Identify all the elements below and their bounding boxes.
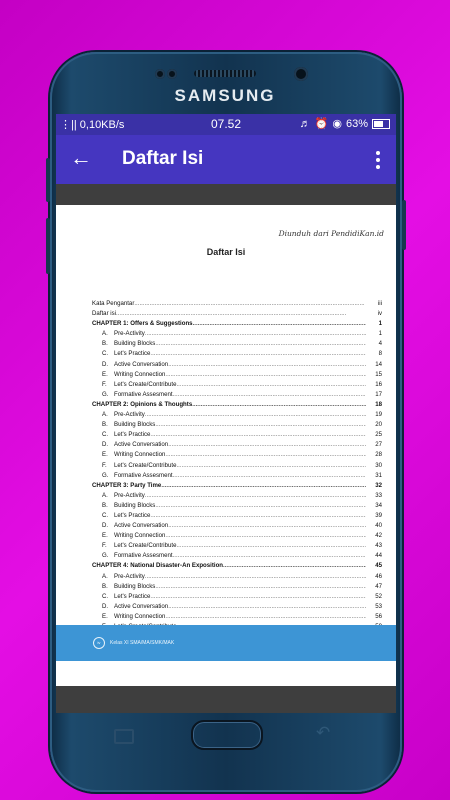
toc-text: Let's Practice bbox=[114, 350, 151, 358]
toc-text: Writing Connection bbox=[114, 451, 166, 459]
toc-letter: G. bbox=[102, 390, 109, 398]
toc-text: Writing Connection bbox=[114, 612, 166, 620]
toc-leader bbox=[193, 319, 366, 329]
toc-text: Building Blocks bbox=[114, 501, 156, 509]
toc-row bbox=[92, 450, 382, 460]
toc-letter: E. bbox=[102, 532, 108, 540]
toc-letter: F. bbox=[102, 461, 107, 469]
footer-text: Kelas XI SMA/MA/SMK/MAK bbox=[110, 640, 175, 646]
toc-text: CHAPTER 4: National Disaster-An Exposition bbox=[92, 562, 224, 570]
toc-text: Let's Create/Contribute bbox=[114, 380, 177, 388]
power-button bbox=[402, 200, 406, 250]
toc-row bbox=[92, 430, 382, 440]
toc-label bbox=[92, 521, 168, 531]
toc-row bbox=[92, 309, 382, 319]
toc-row bbox=[92, 612, 382, 622]
toc-text: Active Conversation bbox=[114, 522, 169, 530]
alarm-icon: ⏰ bbox=[314, 118, 329, 130]
mute-icon: ♬ bbox=[299, 117, 311, 130]
toc-row bbox=[92, 420, 382, 430]
toc-page: 46 bbox=[375, 572, 382, 580]
toc-label bbox=[92, 572, 145, 582]
toc-leader bbox=[176, 380, 366, 390]
toc-page: 30 bbox=[375, 461, 382, 469]
toc-text: Let's Practice bbox=[114, 592, 151, 600]
toc-page: 33 bbox=[375, 491, 382, 499]
arrow-left-icon[interactable]: ← bbox=[70, 145, 92, 170]
toc-leader bbox=[168, 440, 366, 450]
toc-leader bbox=[145, 491, 366, 501]
toc-letter: G. bbox=[102, 552, 109, 560]
toc-text: Kata Pengantar bbox=[92, 300, 135, 307]
toc-leader bbox=[155, 420, 366, 430]
toc-letter: C. bbox=[102, 431, 109, 439]
toc-row bbox=[92, 390, 382, 400]
speaker-grille bbox=[194, 70, 256, 77]
toc-letter: A. bbox=[102, 491, 108, 499]
toc-label bbox=[92, 541, 176, 551]
toc-label bbox=[92, 360, 168, 370]
toc-text: Building Blocks bbox=[114, 582, 156, 590]
toc-row bbox=[92, 299, 382, 309]
toc-label bbox=[92, 349, 150, 359]
toc-page: 42 bbox=[375, 532, 382, 540]
page-footer bbox=[56, 625, 396, 661]
toc-leader bbox=[165, 612, 366, 622]
toc-letter: B. bbox=[102, 421, 108, 429]
toc-letter: G. bbox=[102, 471, 109, 479]
toc-text: Let's Create/Contribute bbox=[114, 461, 177, 469]
toc-label bbox=[92, 390, 173, 400]
bixby-button bbox=[46, 218, 50, 274]
toc-label bbox=[92, 329, 145, 339]
toc-letter: F. bbox=[102, 542, 107, 550]
recent-apps-icon[interactable] bbox=[114, 729, 134, 744]
toc-label bbox=[92, 319, 193, 329]
toc-label bbox=[92, 481, 161, 491]
toc-row bbox=[92, 501, 382, 511]
toc-row bbox=[92, 329, 382, 339]
toc-page: 1 bbox=[378, 320, 382, 328]
toc-label bbox=[92, 339, 155, 349]
toc-label bbox=[92, 592, 150, 602]
toc-letter: B. bbox=[102, 340, 108, 348]
toc-text: Let's Create/Contribute bbox=[114, 542, 177, 550]
toc-letter: A. bbox=[102, 572, 108, 580]
toc-label bbox=[92, 511, 150, 521]
toc-page: 28 bbox=[375, 451, 382, 459]
toc-row bbox=[92, 360, 382, 370]
toc-page: 32 bbox=[375, 481, 382, 489]
document-viewer[interactable] bbox=[56, 184, 396, 713]
toc-page: iv bbox=[377, 310, 382, 318]
toc-label bbox=[92, 531, 165, 541]
toc-leader bbox=[176, 541, 366, 551]
toc-text: Formative Assesment bbox=[114, 390, 173, 398]
toc-label bbox=[92, 380, 176, 390]
toc-leader bbox=[155, 501, 366, 511]
front-camera bbox=[294, 67, 308, 81]
toc-row bbox=[92, 319, 382, 329]
toc-label bbox=[92, 420, 155, 430]
toc-row bbox=[92, 531, 382, 541]
toc-text: Pre-Activity bbox=[114, 330, 145, 338]
toc-leader bbox=[161, 481, 366, 491]
toc-text: Building Blocks bbox=[114, 421, 156, 429]
eye-icon: ◉ bbox=[332, 118, 342, 130]
toc-text: CHAPTER 2: Opinions & Thoughts bbox=[92, 400, 193, 408]
toc-leader bbox=[150, 349, 366, 359]
toc-letter: A. bbox=[102, 411, 108, 419]
toc-row bbox=[92, 541, 382, 551]
toc-label bbox=[92, 582, 155, 592]
toc-label bbox=[92, 410, 145, 420]
toc-label bbox=[92, 461, 176, 471]
page-title: Daftar Isi bbox=[122, 148, 204, 169]
status-bar bbox=[56, 114, 396, 135]
toc-text: Writing Connection bbox=[114, 370, 166, 378]
toc-row bbox=[92, 511, 382, 521]
toc-page: 16 bbox=[375, 380, 382, 388]
toc-text: CHAPTER 1: Offers & Suggestions bbox=[92, 320, 193, 328]
toc-row bbox=[92, 400, 382, 410]
toc-letter: C. bbox=[102, 511, 109, 519]
toc-letter: C. bbox=[102, 350, 109, 358]
status-right bbox=[300, 117, 390, 130]
toc-text: Building Blocks bbox=[114, 340, 156, 348]
watermark-text: Diunduh dari PendidiKan.id bbox=[278, 229, 384, 238]
toc-row bbox=[92, 592, 382, 602]
toc-text: Formative Assesment bbox=[114, 471, 173, 479]
toc-page: iii bbox=[377, 300, 382, 307]
toc-label bbox=[92, 450, 165, 460]
toc-page: 14 bbox=[375, 360, 382, 368]
toc-row bbox=[92, 410, 382, 420]
battery-icon bbox=[372, 119, 390, 129]
toc-page: 18 bbox=[375, 400, 382, 408]
toc-row bbox=[92, 551, 382, 561]
toc-label bbox=[92, 491, 145, 501]
toc-letter: E. bbox=[102, 451, 108, 459]
network-speed: ⋮|| 0,10KB/s bbox=[60, 119, 125, 131]
toc-label bbox=[92, 400, 192, 410]
toc-page: 47 bbox=[375, 582, 382, 590]
toc-label bbox=[92, 440, 168, 450]
toc-page: 15 bbox=[375, 370, 382, 378]
toc-letter: B. bbox=[102, 501, 108, 509]
toc-leader bbox=[173, 390, 366, 400]
toc-page: 17 bbox=[375, 390, 382, 398]
toc-leader bbox=[150, 592, 366, 602]
toc-row bbox=[92, 440, 382, 450]
toc-label bbox=[92, 370, 165, 380]
toc-row bbox=[92, 349, 382, 359]
toc-leader bbox=[173, 551, 366, 561]
toc-row bbox=[92, 572, 382, 582]
status-time: 07.52 bbox=[210, 117, 242, 131]
table-of-contents bbox=[92, 299, 382, 642]
toc-leader bbox=[134, 299, 366, 309]
toc-label bbox=[92, 299, 134, 309]
toc-letter: C. bbox=[102, 592, 109, 600]
toc-page: 4 bbox=[378, 340, 382, 348]
home-button[interactable] bbox=[191, 720, 263, 750]
toc-page: 52 bbox=[375, 592, 382, 600]
toc-leader bbox=[155, 582, 366, 592]
toc-page: 8 bbox=[378, 350, 382, 358]
toc-leader bbox=[192, 400, 366, 410]
toc-label bbox=[92, 551, 173, 561]
toc-label bbox=[92, 612, 165, 622]
toc-label bbox=[92, 430, 150, 440]
toc-row bbox=[92, 521, 382, 531]
toc-row bbox=[92, 582, 382, 592]
toc-text: Daftar isi bbox=[92, 310, 117, 318]
toc-text: Let's Practice bbox=[114, 431, 151, 439]
toc-text: Active Conversation bbox=[114, 360, 169, 368]
toc-label bbox=[92, 309, 116, 319]
toc-page: 40 bbox=[375, 522, 382, 530]
back-key-icon[interactable]: ↶ bbox=[316, 723, 331, 742]
toc-leader bbox=[145, 410, 366, 420]
toc-leader bbox=[168, 360, 366, 370]
toc-letter: D. bbox=[102, 360, 109, 368]
toc-text: Pre-Activity bbox=[114, 491, 145, 499]
document-title: Daftar Isi bbox=[206, 247, 246, 257]
toc-leader bbox=[150, 511, 366, 521]
toc-row bbox=[92, 491, 382, 501]
toc-row bbox=[92, 481, 382, 491]
front-sensor-2 bbox=[167, 69, 177, 79]
toc-letter: B. bbox=[102, 582, 108, 590]
toc-leader bbox=[165, 450, 366, 460]
toc-leader bbox=[168, 521, 366, 531]
toc-row bbox=[92, 370, 382, 380]
toc-leader bbox=[165, 370, 366, 380]
volume-button bbox=[46, 158, 50, 202]
toc-text: Writing Connection bbox=[114, 532, 166, 540]
toc-page: 56 bbox=[375, 612, 382, 620]
toc-row bbox=[92, 471, 382, 481]
toc-page: 1 bbox=[378, 330, 382, 338]
toc-leader bbox=[145, 329, 366, 339]
toc-text: Formative Assesment bbox=[114, 552, 173, 560]
app-bar bbox=[56, 135, 396, 184]
toc-leader bbox=[173, 471, 366, 481]
toc-row bbox=[92, 561, 382, 571]
toc-page: 20 bbox=[375, 421, 382, 429]
brand-logo: SAMSUNG bbox=[174, 86, 276, 105]
toc-leader bbox=[168, 602, 366, 612]
toc-page: 19 bbox=[375, 411, 382, 419]
toc-letter: E. bbox=[102, 370, 108, 378]
toc-letter: D. bbox=[102, 522, 109, 530]
toc-text: CHAPTER 3: Party Time bbox=[92, 481, 162, 489]
toc-page: 27 bbox=[375, 441, 382, 449]
toc-leader bbox=[150, 430, 366, 440]
toc-text: Pre-Activity bbox=[114, 411, 145, 419]
toc-page: 45 bbox=[375, 562, 382, 570]
battery-percent: 63% bbox=[345, 117, 368, 130]
toc-letter: D. bbox=[102, 602, 109, 610]
toc-leader bbox=[165, 531, 366, 541]
toc-leader bbox=[145, 572, 366, 582]
toc-leader bbox=[116, 309, 366, 319]
document-page bbox=[56, 205, 396, 686]
toc-label bbox=[92, 602, 168, 612]
toc-leader bbox=[223, 561, 366, 571]
front-sensor bbox=[155, 69, 165, 79]
toc-letter: F. bbox=[102, 380, 107, 388]
toc-text: Pre-Activity bbox=[114, 572, 145, 580]
toc-page: 39 bbox=[375, 511, 382, 519]
toc-label bbox=[92, 561, 223, 571]
toc-label bbox=[92, 501, 155, 511]
toc-letter: D. bbox=[102, 441, 109, 449]
more-vert-icon[interactable] bbox=[376, 151, 380, 172]
toc-text: Active Conversation bbox=[114, 441, 169, 449]
toc-page: 43 bbox=[375, 542, 382, 550]
toc-page: 25 bbox=[375, 431, 382, 439]
toc-page: 53 bbox=[375, 602, 382, 610]
toc-row bbox=[92, 339, 382, 349]
toc-page: 44 bbox=[375, 552, 382, 560]
toc-page: 34 bbox=[375, 501, 382, 509]
screen bbox=[56, 114, 396, 713]
toc-label bbox=[92, 471, 173, 481]
toc-leader bbox=[155, 339, 366, 349]
toc-letter: A. bbox=[102, 330, 108, 338]
toc-row bbox=[92, 602, 382, 612]
toc-row bbox=[92, 461, 382, 471]
page-number-badge: iv bbox=[93, 637, 105, 649]
toc-text: Let's Practice bbox=[114, 511, 151, 519]
toc-letter: E. bbox=[102, 612, 108, 620]
toc-page: 31 bbox=[375, 471, 382, 479]
toc-row bbox=[92, 380, 382, 390]
toc-leader bbox=[176, 461, 366, 471]
toc-text: Active Conversation bbox=[114, 602, 169, 610]
